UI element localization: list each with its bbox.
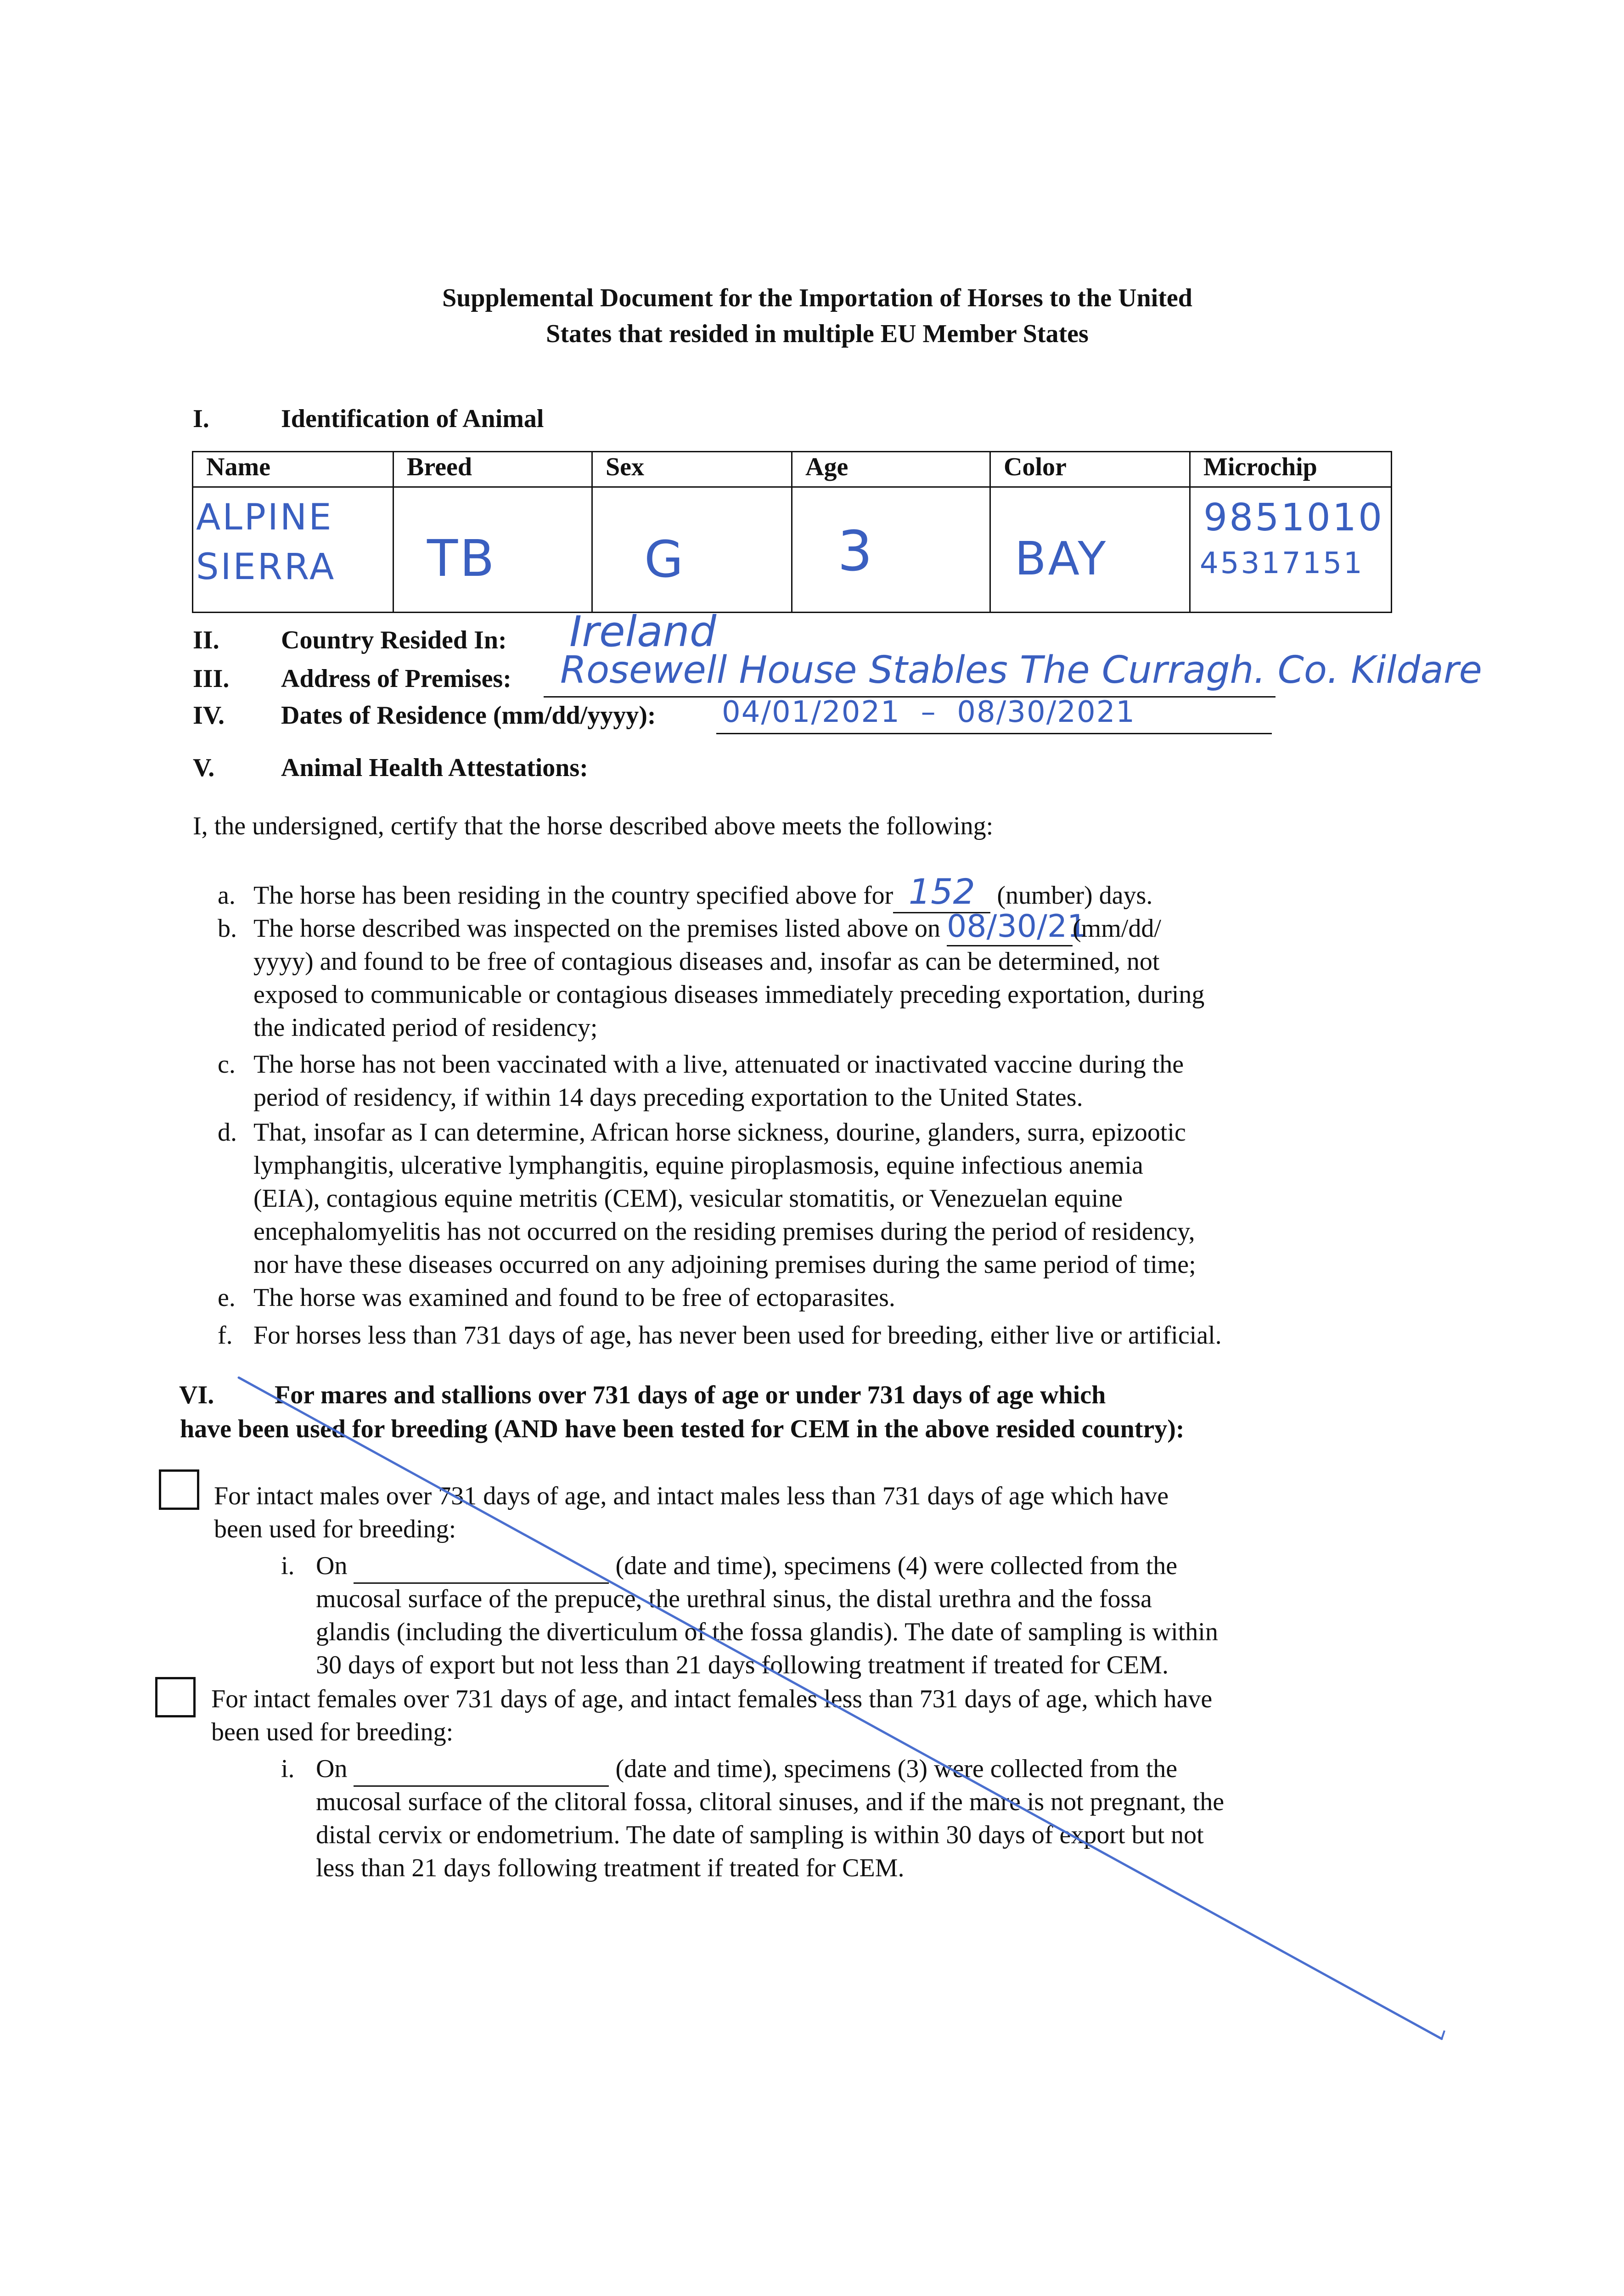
item-a-prefix: a. <box>218 881 236 910</box>
males-i-line-2: mucosal surface of the prepuce, the urethral sinus, the distal urethra and the fossa <box>316 1585 1152 1613</box>
item-d-line-5: nor have these diseases occurred on any adjoining premises during the same period of time; <box>253 1250 1196 1279</box>
breed-value: TB <box>427 529 496 588</box>
header-microchip: Microchip <box>1190 452 1392 487</box>
section-3-number: III. <box>193 664 230 693</box>
sex-value: G <box>644 530 686 589</box>
item-f-prefix: f. <box>218 1321 233 1350</box>
females-i-prefix: i. <box>281 1755 295 1783</box>
females-line-1: For intact females over 731 days of age, and intact females less than 731 days of age, which have <box>211 1685 1213 1713</box>
attestation-intro: I, the undersigned, certify that the horse described above meets the following: <box>193 812 994 840</box>
section-6-number: VI. <box>179 1381 214 1409</box>
item-b-text-2: (mm/dd/ <box>1073 914 1161 943</box>
section-6-title-line-2: have been used for breeding (AND have been tested for CEM in the above resided country): <box>180 1415 1185 1443</box>
header-sex: Sex <box>592 452 792 487</box>
section-3-label: Address of Premises: <box>281 664 511 693</box>
item-f-line-1: For horses less than 731 days of age, has never been used for breeding, either live or artificial. <box>253 1321 1222 1350</box>
section-6-title-line-1: For mares and stallions over 731 days of age or under 731 days of age which <box>275 1381 1106 1409</box>
section-1-number: I. <box>193 405 209 433</box>
days-value: 152 <box>908 871 975 912</box>
age-value: 3 <box>837 520 875 584</box>
section-2-number: II. <box>193 626 219 654</box>
item-a-text-1: The horse has been residing in the country specified above for <box>253 881 893 910</box>
dates-value: 04/01/2021 – 08/30/2021 <box>722 695 1136 729</box>
females-i-line-2: mucosal surface of the clitoral fossa, clitoral sinuses, and if the mare is not pregnant, the <box>316 1788 1225 1816</box>
item-d-line-1: That, insofar as I can determine, African horse sickness, dourine, glanders, surra, epizootic <box>253 1118 1186 1147</box>
name-line-1: ALPINE <box>196 497 333 538</box>
item-b-line-2: yyyy) and found to be free of contagious diseases and, insofar as can be determined, not <box>253 947 1160 976</box>
header-breed: Breed <box>393 452 592 487</box>
header-age: Age <box>792 452 990 487</box>
item-e-prefix: e. <box>218 1283 236 1312</box>
males-i-text-1: (date and time), specimens (4) were collected from the <box>615 1552 1178 1580</box>
strike-line-tail <box>1442 2031 1444 2039</box>
item-e-line-1: The horse was examined and found to be free of ectoparasites. <box>253 1283 895 1312</box>
strike-line <box>239 1378 1442 2039</box>
section-5-title: Animal Health Attestations: <box>281 754 588 782</box>
header-name: Name <box>193 452 393 487</box>
name-line-2: SIERRA <box>196 546 336 588</box>
section-2-label: Country Resided In: <box>281 626 507 654</box>
section-5-number: V. <box>193 754 215 782</box>
males-line-1: For intact males over 731 days of age, and intact males less than 731 days of age which have <box>214 1482 1169 1510</box>
males-i-line-3: glandis (including the diverticulum of the fossa glandis). The date of sampling is within <box>316 1618 1218 1646</box>
item-a-text-2: (number) days. <box>997 881 1153 910</box>
item-c-line-2: period of residency, if within 14 days preceding exportation to the United States. <box>253 1083 1083 1112</box>
country-value: Ireland <box>569 607 717 656</box>
address-value: Rosewell House Stables The Curragh. Co. Kildare <box>560 648 1482 692</box>
title-line-1: Supplemental Document for the Importation of Horses to the United <box>442 284 1192 312</box>
item-b-prefix: b. <box>218 914 237 943</box>
item-d-line-4: encephalomyelitis has not occurred on the residing premises during the period of residency, <box>253 1217 1195 1246</box>
section-4-number: IV. <box>193 701 225 730</box>
microchip-line-1: 9851010 <box>1203 496 1384 540</box>
item-b-line-3: exposed to communicable or contagious diseases immediately preceding exportation, during <box>253 980 1205 1009</box>
title-line-2: States that resided in multiple EU Member States <box>546 320 1089 348</box>
section-1-title: Identification of Animal <box>281 405 544 433</box>
item-b-text-1: The horse described was inspected on the premises listed above on <box>253 914 941 943</box>
males-i-prefix: i. <box>281 1552 295 1580</box>
females-i-line-4: less than 21 days following treatment if treated for CEM. <box>316 1854 905 1882</box>
item-c-prefix: c. <box>218 1050 236 1079</box>
microchip-line-2: 45317151 <box>1200 546 1364 580</box>
inspection-date-value: 08/30/21 <box>947 908 1087 945</box>
item-d-line-2: lymphangitis, ulcerative lymphangitis, equine piroplasmosis, equine infectious anemia <box>253 1151 1143 1180</box>
males-line-2: been used for breeding: <box>214 1515 456 1543</box>
section-4-label: Dates of Residence (mm/dd/yyyy): <box>281 701 656 730</box>
males-i-line-4: 30 days of export but not less than 21 days following treatment if treated for CEM. <box>316 1651 1169 1679</box>
color-value: BAY <box>1015 532 1108 585</box>
females-i-text-1: (date and time), specimens (3) were collected from the <box>615 1755 1178 1783</box>
females-i-line-3: distal cervix or endometrium. The date of sampling is within 30 days of export but not <box>316 1821 1204 1849</box>
females-line-2: been used for breeding: <box>211 1718 454 1746</box>
females-i-on: On <box>316 1755 348 1783</box>
males-i-on: On <box>316 1552 348 1580</box>
item-b-line-4: the indicated period of residency; <box>253 1013 598 1042</box>
item-c-line-1: The horse has not been vaccinated with a live, attenuated or inactivated vaccine during the <box>253 1050 1184 1079</box>
item-d-prefix: d. <box>218 1118 237 1147</box>
item-d-line-3: (EIA), contagious equine metritis (CEM), vesicular stomatitis, or Venezuelan equine <box>253 1184 1123 1213</box>
header-color: Color <box>990 452 1190 487</box>
